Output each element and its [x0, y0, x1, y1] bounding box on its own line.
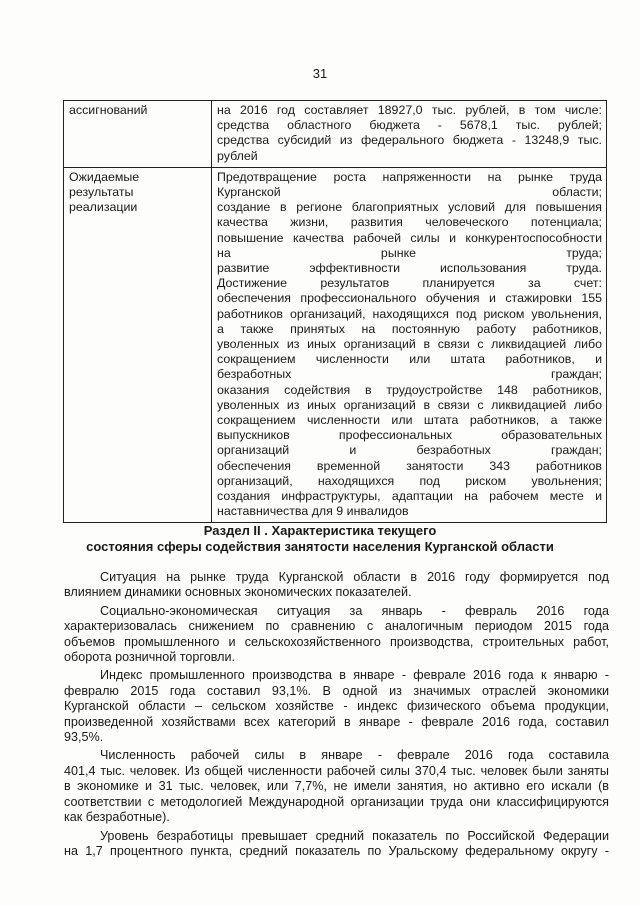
- row-label-cell: [64, 167, 212, 523]
- paragraph: [64, 829, 609, 860]
- paragraph-line: 93,5%.: [64, 730, 104, 745]
- paragraph: [64, 668, 609, 745]
- paragraph-line: в экономике и 31 тыс. человек, или 7,7%, не имели занятия, но активно его искали (в: [64, 779, 609, 794]
- row-content-line: обеспечения временной занятости 343 работников: [217, 458, 602, 473]
- row-content-line: средства областного бюджета - 5678,1 тыс. рублей;: [217, 118, 602, 133]
- paragraph-line: характеризовалась снижением по сравнению с аналогичным периодом 2015 года: [64, 619, 609, 634]
- row-content-line: средства субсидий из федерального бюджета - 13248,9 тыс.: [217, 133, 602, 148]
- row-label-line: Ожидаемые: [69, 169, 140, 184]
- row-content-line: Предотвращение роста напряженности на рынке труда: [217, 169, 602, 184]
- row-content-line: создание в регионе благоприятных условий для повышения: [217, 200, 602, 215]
- row-content-line: безработных граждан;: [217, 367, 602, 382]
- row-content-line: на 2016 год составляет 18927,0 тыс. рублей, в том числе:: [217, 103, 602, 117]
- row-content-line: работников организаций, находящихся под риском увольнения,: [217, 306, 602, 321]
- paragraph: [64, 570, 609, 601]
- paragraph-line: Курганской области – сельском хозяйстве - индекс физического объема продукции,: [64, 699, 609, 714]
- table-row: [64, 101, 607, 168]
- row-content-line: создания инфраструктуры, адаптации на рабочем месте и: [217, 489, 602, 504]
- page-number: 31: [312, 66, 328, 81]
- body-text: [64, 570, 609, 862]
- paragraph-line: 401,4 тыс. человек. Из общей численности рабочей силы 370,4 тыс. человек были заняты: [64, 763, 609, 778]
- paragraph-line: Ситуация на рынке труда Курганской области в 2016 году формируется под: [100, 570, 609, 584]
- paragraph: [64, 604, 609, 666]
- row-content-line: сокращением численности или штата работников, и: [217, 352, 602, 367]
- row-content-line: качества жизни, развития человеческого потенциала;: [217, 215, 602, 230]
- section-title-line-2: состояния сферы содействия занятости населения Курганской области: [86, 539, 554, 554]
- section-title-line-1: Раздел II . Характеристика текущего: [203, 523, 437, 538]
- row-label-line: реализации: [69, 200, 138, 215]
- section-heading: [0, 523, 640, 555]
- paragraph-line: объемов промышленного и сельскохозяйственного производства, строительных работ,: [64, 634, 609, 649]
- paragraph-line: на 1,7 процентного пункта, средний показатель по Уральскому федеральному округу -: [64, 843, 609, 858]
- row-content-line: на рынке труда;: [217, 245, 602, 260]
- row-content-line: Достижение результатов планируется за счет:: [217, 276, 602, 291]
- paragraph: [64, 748, 609, 825]
- row-content-line: развитие эффективности использования труда.: [217, 261, 602, 276]
- row-content-line: организаций, находящихся под риском увольнения;: [217, 473, 602, 488]
- row-content-line: обеспечения профессионального обучения и стажировки 155: [217, 291, 602, 306]
- paragraph-line: февралю 2015 года составил 93,1%. В одной из значимых отраслей экономики: [64, 683, 609, 698]
- paragraph-line: соответствии с методологией Международной организации труда они классифицируются: [64, 794, 609, 809]
- row-content-line: наставничества для 9 инвалидов: [217, 504, 409, 519]
- row-content-line: уволенных из иных организаций в связи с ликвидацией либо: [217, 337, 602, 352]
- paragraph-line: оборота розничной торговли.: [64, 650, 236, 665]
- table-row: [64, 167, 607, 523]
- row-content-line: повышение качества рабочей силы и конкурентоспособности: [217, 230, 602, 245]
- row-content-line: сокращением численности или штата работников, а также: [217, 413, 602, 428]
- paragraph-line: Индекс промышленного производства в январе - феврале 2016 года к январю -: [100, 668, 609, 683]
- row-content-cell: [212, 101, 607, 168]
- row-label-line: ассигнований: [69, 103, 148, 117]
- row-content-line: оказания содействия в трудоустройстве 148 работников,: [217, 382, 602, 397]
- row-content-line: выпускников профессиональных образовательных: [217, 428, 602, 443]
- paragraph-line: как безработные).: [64, 810, 170, 825]
- paragraph-line: Социально-экономическая ситуация за январь - февраль 2016 года: [100, 603, 609, 618]
- row-label-line: результаты: [69, 185, 134, 200]
- program-passport-table: [63, 100, 607, 523]
- row-content-cell: [212, 167, 607, 523]
- paragraph-line: Численность рабочей силы в январе - феврале 2016 года составила: [100, 748, 609, 763]
- paragraph-line: влиянием динамики основных экономических показателей.: [64, 585, 412, 600]
- row-content-line: организаций и безработных граждан;: [217, 443, 602, 458]
- row-content-line: Курганской области;: [217, 185, 602, 200]
- row-content-line: а также принятых на постоянную работу работников,: [217, 321, 602, 336]
- paragraph-line: произведенной хозяйствами всех категорий в январе - феврале 2016 года, составил: [64, 714, 609, 729]
- row-content-line: уволенных из иных организаций в связи с ликвидацией либо: [217, 397, 602, 412]
- row-label-cell: [64, 101, 212, 168]
- row-content-line: рублей: [217, 148, 258, 163]
- paragraph-line: Уровень безработицы превышает средний показатель по Российской Федерации: [100, 828, 609, 843]
